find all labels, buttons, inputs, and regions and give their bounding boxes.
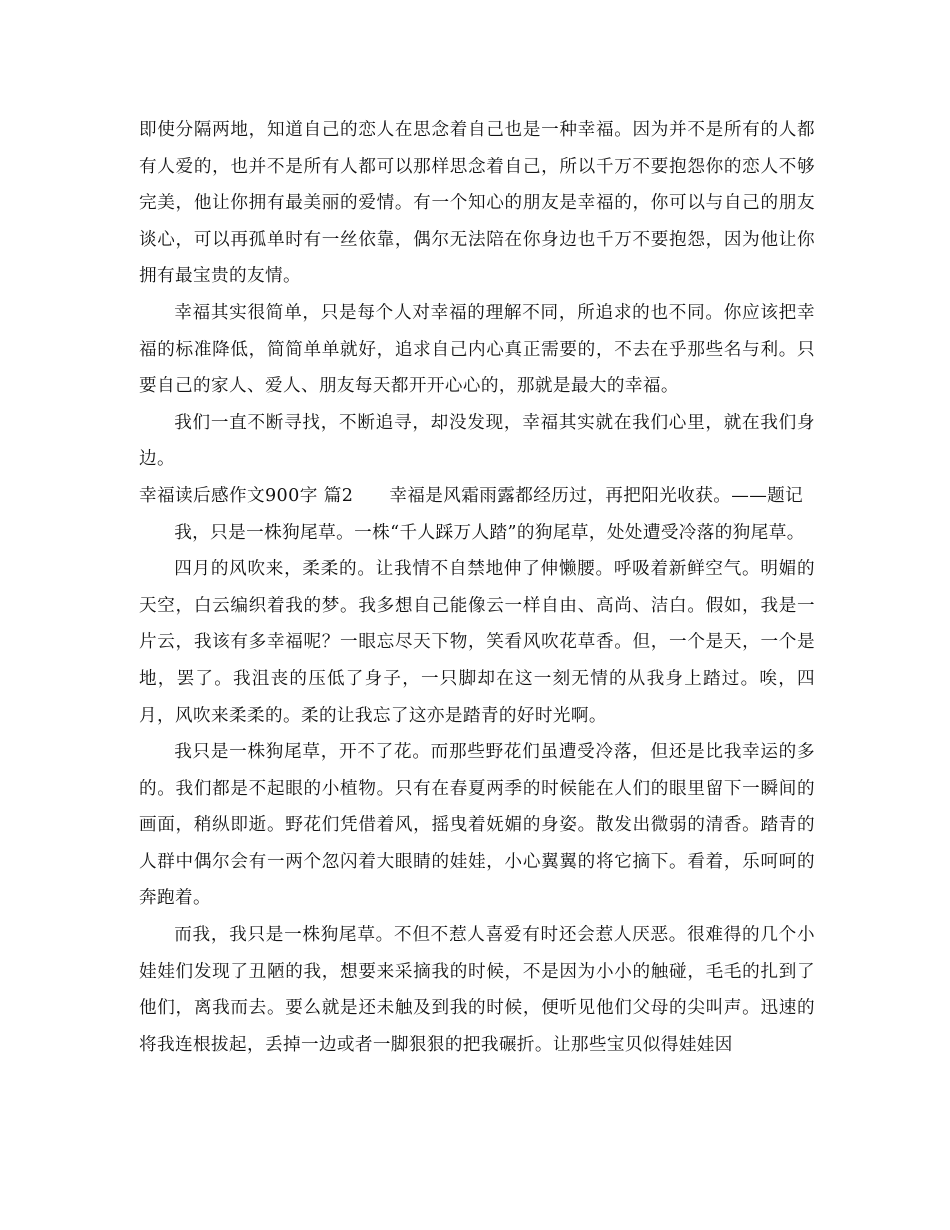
section-title: 幸福读后感作文900字 篇2 <box>139 485 354 506</box>
paragraph-5: 四月的风吹来，柔柔的。让我情不自禁地伸了伸懒腰。呼吸着新鲜空气。明媚的天空，白云编织着我的梦。我多想自己能像云一样自由、高尚、洁白。假如，我是一片云，我该有多幸福呢？一眼忘尽天下物，笑看风吹花草香。但，一个是天，一个是地，罢了。我沮丧的压低了身子，一只脚却在这一刻无情的从我身上踏过。唉，四月，风吹来柔柔的。柔的让我忘了这亦是踏青的好时光啊。 <box>139 559 815 726</box>
section-heading-line <box>139 478 815 515</box>
paragraph-7: 而我，我只是一株狗尾草。不但不惹人喜爱有时还会惹人厌恶。很难得的几个小娃娃们发现了丑陋的我，想要来采摘我的时候，不是因为小小的触碰，毛毛的扎到了他们，离我而去。要么就是还未触及到我的时候，便听见他们父母的尖叫声。迅速的将我连根拔起，丢掉一边或者一脚狠狠的把我碾折。让那些宝贝似得娃娃因 <box>139 925 815 1055</box>
paragraph-1: 即使分隔两地，知道自己的恋人在思念着自己也是一种幸福。因为并不是所有的人都有人爱的，也并不是所有人都可以那样思念着自己，所以千万不要抱怨你的恋人不够完美，他让你拥有最美丽的爱情。有一个知心的朋友是幸福的，你可以与自己的朋友谈心，可以再孤单时有一丝依靠，偶尔无法陪在你身边也千万不要抱怨，因为他让你拥有最宝贵的友情。 <box>139 120 815 287</box>
paragraph-2: 幸福其实很简单，只是每个人对幸福的理解不同，所追求的也不同。你应该把幸福的标准降低，简简单单就好，追求自己内心真正需要的，不去在乎那些名与利。只要自己的家人、爱人、朋友每天都开开心心的，那就是最大的幸福。 <box>139 302 815 397</box>
paragraph-3: 我们一直不断寻找，不断追寻，却没发现，幸福其实就在我们心里，就在我们身边。 <box>139 412 815 470</box>
epigraph: 幸福是风霜雨露都经历过，再把阳光收获。——题记 <box>389 485 804 506</box>
document-body <box>139 112 815 1063</box>
paragraph-4: 我，只是一株狗尾草。一株“千人踩万人踏”的狗尾草，处处遭受冷落的狗尾草。 <box>174 522 805 543</box>
paragraph-6: 我只是一株狗尾草，开不了花。而那些野花们虽遭受冷落，但还是比我幸运的多的。我们都是不起眼的小植物。只有在春夏两季的时候能在人们的眼里留下一瞬间的画面，稍纵即逝。野花们凭借着风，摇曳着妩媚的身姿。散发出微弱的清香。踏青的人群中偶尔会有一两个忽闪着大眼睛的娃娃，小心翼翼的将它摘下。看着，乐呵呵的奔跑着。 <box>139 742 815 909</box>
